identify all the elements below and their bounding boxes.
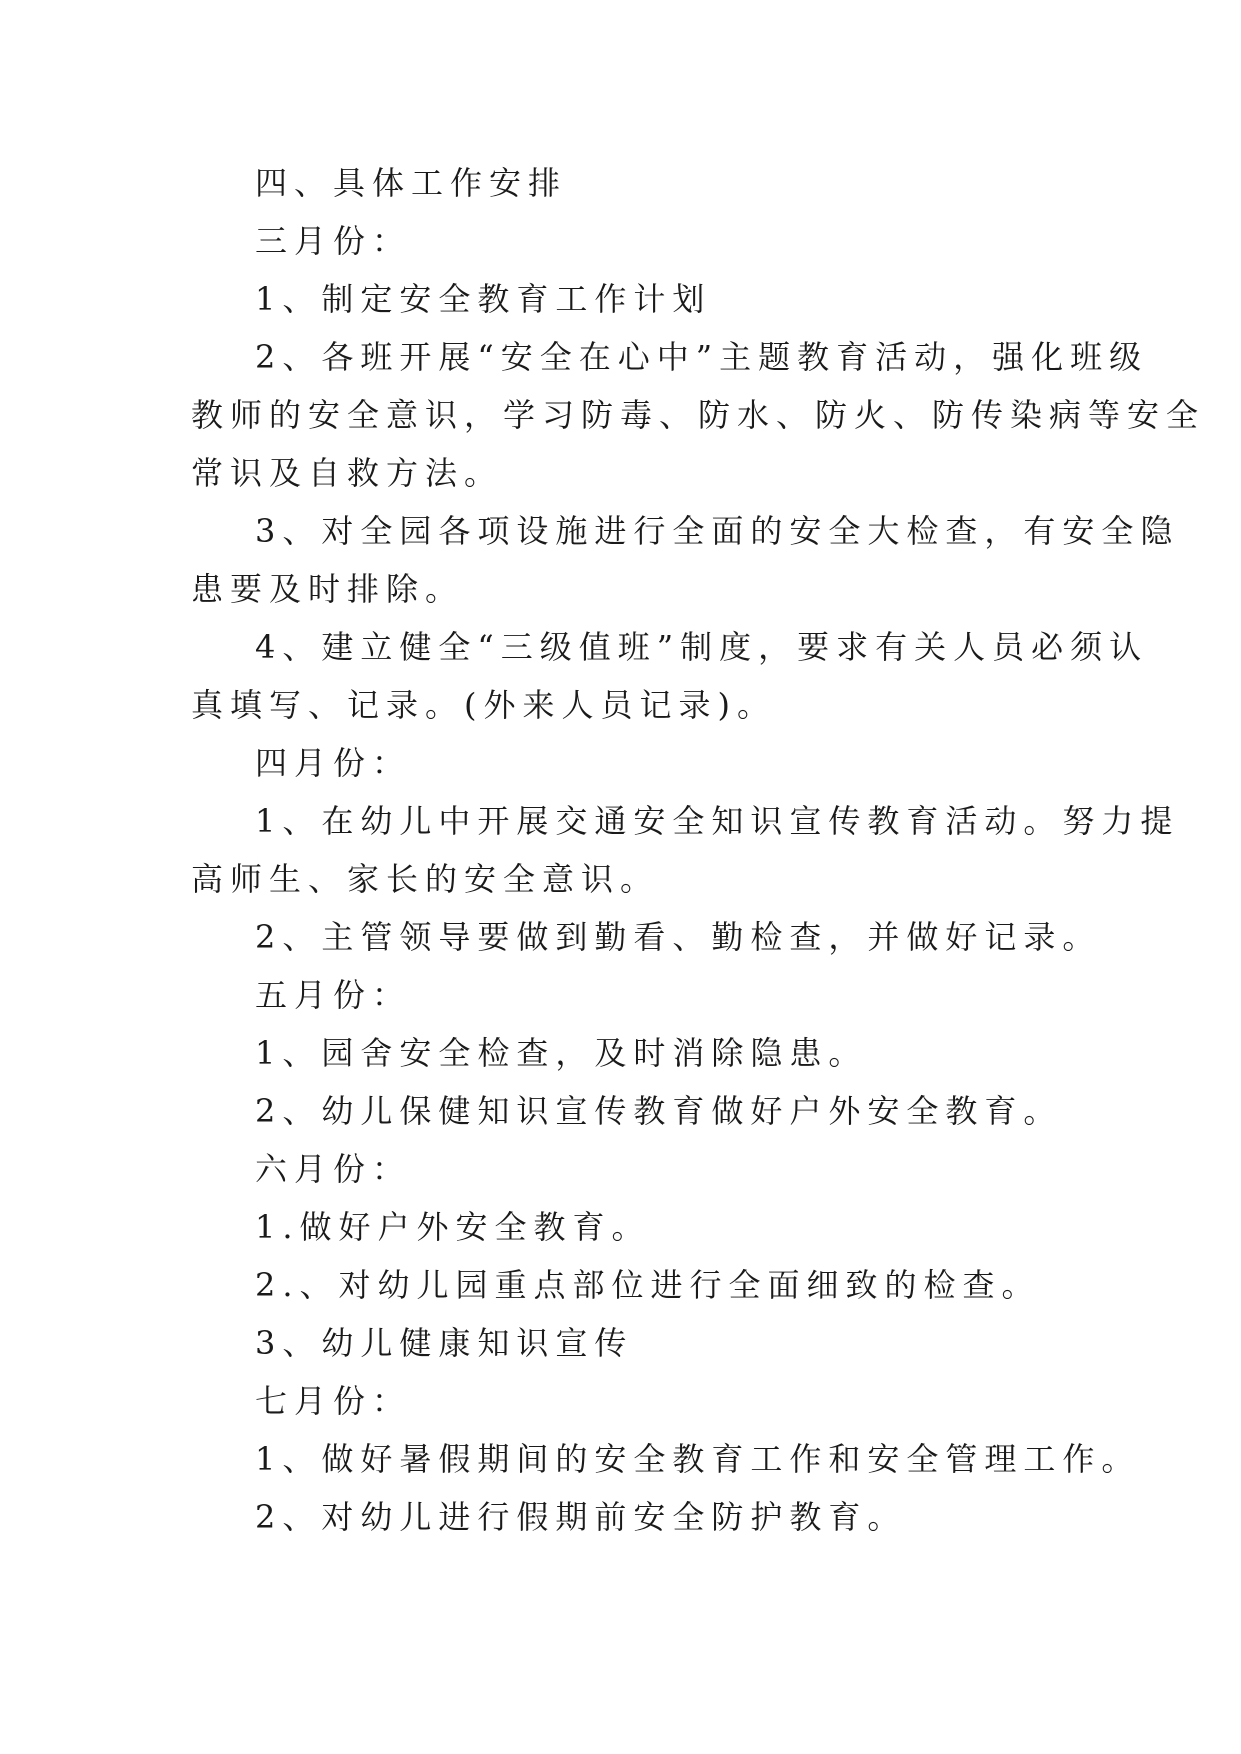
paragraph-line: 2、各班开展“安全在心中”主题教育活动，强化班级 (255, 338, 1149, 376)
paragraph-line: 2、主管领导要做到勤看、勤检查，并做好记录。 (255, 918, 1102, 956)
month-heading-april: 四月份： (255, 744, 412, 782)
paragraph-line: 2.、对幼儿园重点部位进行全面细致的检查。 (255, 1266, 1041, 1304)
paragraph-line: 1.做好户外安全教育。 (255, 1208, 651, 1246)
document-body (191, 154, 1206, 1546)
paragraph-line: 高师生、家长的安全意识。 (191, 860, 660, 898)
paragraph-line: 教师的安全意识，学习防毒、防水、防火、防传染病等安全 (191, 396, 1206, 434)
month-heading-june: 六月份： (255, 1150, 412, 1188)
month-heading-july: 七月份： (255, 1382, 412, 1420)
paragraph-line: 真填写、记录。(外来人员记录)。 (191, 686, 776, 724)
section-heading: 四、具体工作安排 (255, 164, 568, 202)
paragraph-line: 3、幼儿健康知识宣传 (255, 1324, 634, 1362)
paragraph-line: 1、在幼儿中开展交通安全知识宣传教育活动。努力提 (255, 802, 1180, 840)
month-heading-march: 三月份： (255, 222, 412, 260)
paragraph-line: 4、建立健全“三级值班”制度，要求有关人员必须认 (255, 628, 1149, 666)
paragraph-line: 1、做好暑假期间的安全教育工作和安全管理工作。 (255, 1440, 1141, 1478)
paragraph-line: 患要及时排除。 (191, 570, 465, 608)
paragraph-line: 1、园舍安全检查，及时消除隐患。 (255, 1034, 868, 1072)
month-heading-may: 五月份： (255, 976, 412, 1014)
paragraph-line: 2、幼儿保健知识宣传教育做好户外安全教育。 (255, 1092, 1063, 1130)
paragraph-line: 2、对幼儿进行假期前安全防护教育。 (255, 1498, 907, 1536)
paragraph-line: 3、对全园各项设施进行全面的安全大检查，有安全隐 (255, 512, 1180, 550)
paragraph-line: 常识及自救方法。 (191, 454, 504, 492)
paragraph-line: 1、制定安全教育工作计划 (255, 280, 712, 318)
